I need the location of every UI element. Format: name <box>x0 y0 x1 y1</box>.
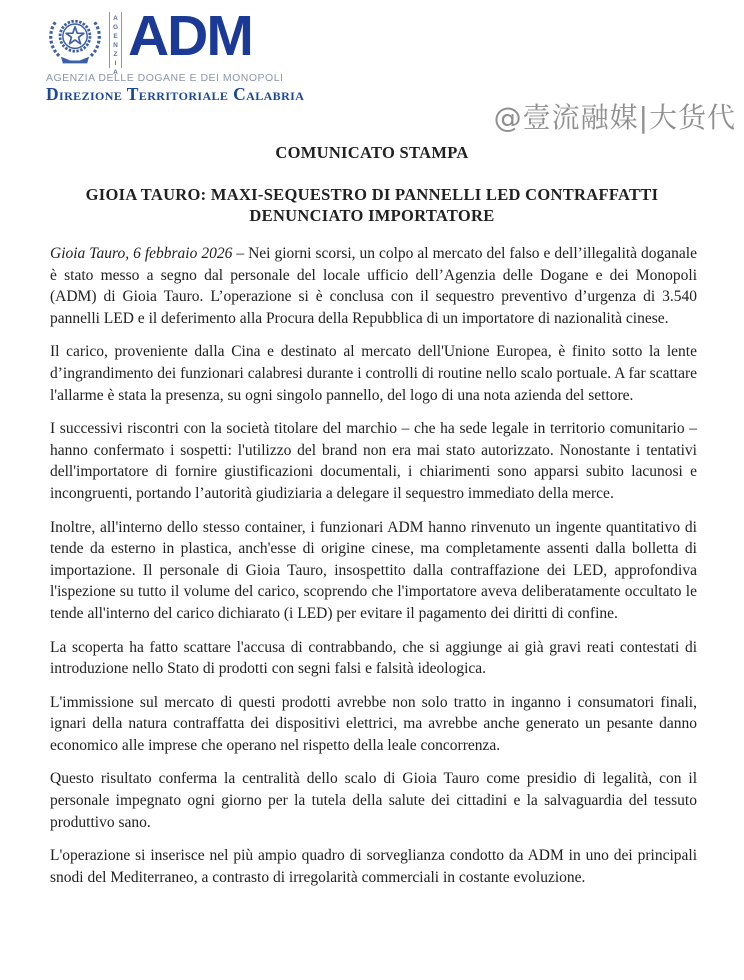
paragraph: Inoltre, all'interno dello stesso container, i funzionari ADM hanno rinvenuto un ingente quantitativo di tende da esterno in plastica, anch'esse di origine cinese, ma completamente assenti dalla bolletta di importazione. Il personale di Gioia Tauro, insospettito dalla contraffazione dei LED, approfondiva l'ispezione su tutto il volume del carico, scoprendo che l'importatore aveva deliberatamente occultato le tende all'interno del carico dichiarato (i LED) per evitare il pagamento dei diritti di confine. <box>50 518 697 622</box>
italian-republic-emblem-icon <box>46 10 104 68</box>
paragraph: I successivi riscontri con la società titolare del marchio – che ha sede legale in territorio comunitario – hanno confermato i sospetti: l'utilizzo del brand non era mai stato autorizzato. Nonostante i tentativi dell'importatore di fornire giustificazioni documentali, i chiarimenti sono apparsi subito lacunosi e incongruenti, portando l’autorità giudiziaria a delegare il sequestro immediato della merce. <box>50 420 697 502</box>
paragraph: L'operazione si inserisce nel più ampio quadro di sorveglianza condotto da ADM in uno dei principali snodi del Mediterraneo, a contrasto di irregolarità commerciali in costante evoluzione. <box>50 847 697 886</box>
document-kicker: COMUNICATO STAMPA <box>275 143 469 162</box>
title-line-2: DENUNCIATO IMPORTATORE <box>249 206 495 225</box>
paragraph: La scoperta ha fatto scattare l'accusa di contrabbando, che si aggiunge ai già gravi reati contestati di introduzione nello Stato di prodotti con segni falsi e falsità ideologica. <box>50 638 697 678</box>
paragraphs-container <box>0 243 744 888</box>
title-line-1: GIOIA TAURO: MAXI-SEQUESTRO DI PANNELLI LED CONTRAFFATTI <box>85 185 659 204</box>
paragraph-text: – Nei giorni scorsi, un colpo al mercato del falso e dell’illegalità doganale è stato messo a segno dal personale del locale ufficio dell’Agenzia delle Dogane e dei Monopoli (ADM) di Gioia Tauro. L’operazione si è conclusa con il sequestro preventivo d’urgenza di 3.540 pannelli LED e il deferimento alla Procura della Repubblica di un importatore di nazionalità cinese. <box>50 245 697 327</box>
paragraph: L'immissione sul mercato di questi prodotti avrebbe non solo tratto in inganno i consumatori finali, ignari della natura contraffatta dei dispositivi elettrici, ma avrebbe anche generato un pesante danno economico alle imprese che operano nel rispetto della leale concorrenza. <box>50 693 697 754</box>
agency-full-name: AGENZIA DELLE DOGANE E DEI MONOPOLI <box>46 72 284 84</box>
territorial-direction-label: Direzione Territoriale Calabria <box>46 84 305 104</box>
paragraph-dateline <box>50 243 697 329</box>
adm-logo <box>46 4 305 105</box>
adm-wordmark: ADM <box>128 4 252 68</box>
agenzia-vertical-label: AGENZIA <box>109 12 122 68</box>
watermark-text: @壹流融媒|大货代 <box>493 101 736 134</box>
document-title <box>40 184 704 226</box>
paragraph: Questo risultato conferma la centralità dello scalo di Gioia Tauro come presidio di legalità, con il personale impegnato ogni giorno per la tutela della salute dei cittadini e la salvaguardia del tessuto produttivo sano. <box>50 770 697 831</box>
paragraph: Il carico, proveniente dalla Cina e destinato al mercato dell'Unione Europea, è finito sotto la lente d’ingrandimento dei funzionari calabresi durante i controlli di routine nello scalo portuale. A far scattare l'allarme è stata la presenza, su ogni singolo pannello, del logo di una nota azienda del settore. <box>50 343 697 404</box>
dateline-text: Gioia Tauro, 6 febbraio 2026 <box>50 245 233 262</box>
press-release-body <box>0 143 744 900</box>
